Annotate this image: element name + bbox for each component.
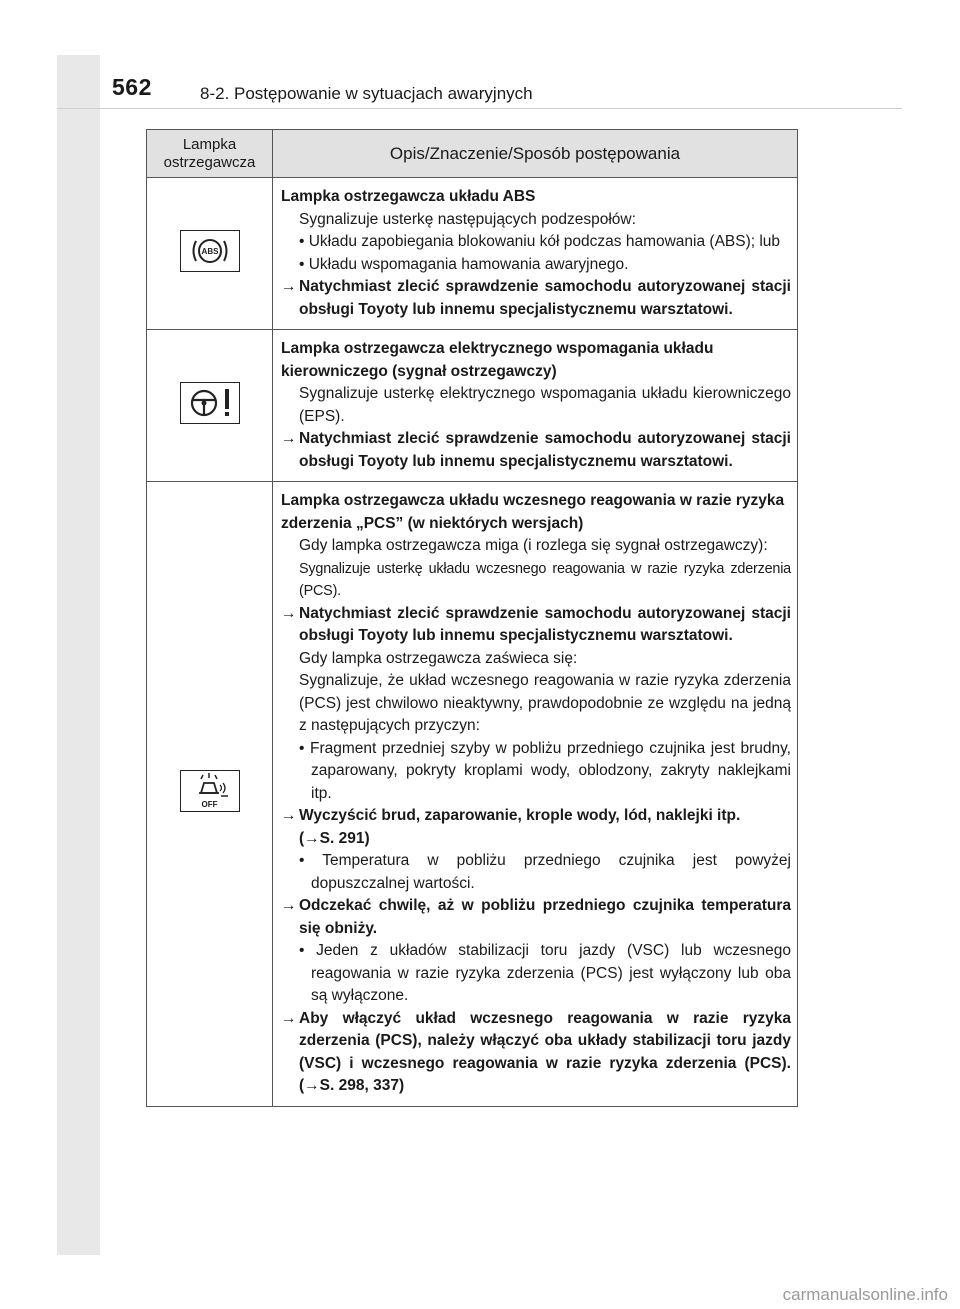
arrow-right-icon: → (281, 1009, 297, 1027)
arrow-right-icon: → (304, 1077, 320, 1094)
description-cell (273, 482, 798, 1107)
ref-open: ( (299, 1077, 305, 1094)
svg-text:ABS: ABS (201, 247, 218, 256)
icon-cell (147, 330, 273, 482)
watermark: carmanualsonline.info (782, 1285, 948, 1304)
action-text: Aby włączyć układ wczesnego reagowania w razie ryzyka zderzenia (PCS), należy włączyć oba układy stabilizacji toru jazdy (VSC) i wczesnego reagowania w razie ryzyka zderzenia (PCS). (299, 1009, 791, 1072)
column-header-description: Opis/Znaczenie/Sposób postępowania (273, 130, 798, 178)
lit-condition: Gdy lampka ostrzegawcza zaświeca się: (299, 649, 578, 667)
arrow-right-icon: → (304, 829, 320, 847)
arrow-right-icon: → (281, 807, 297, 824)
row-title: Lampka ostrzegawcza elektrycznego wspomagania układu kierowniczego (sygnał ostrzegawczy) (281, 340, 714, 380)
page-number: 562 (112, 74, 152, 100)
action-text: Odczekać chwilę, aż w pobliżu przedniego czujnika temperatura się obniży. (299, 897, 791, 937)
page-reference: S. 291) (319, 829, 370, 847)
bullet-item: • Układu zapobiegania blokowaniu kół podczas hamowania (ABS); lub (299, 233, 781, 250)
arrow-right-icon: → (281, 897, 297, 914)
warning-lights-table (146, 129, 798, 1107)
action-text: Natychmiast zlecić sprawdzenie samochodu autoryzowanej stacji obsługi Toyoty lub innemu specjalistycznemu warsztatowi. (299, 604, 791, 644)
bullet-item: • Układu wspomagania hamowania awaryjnego. (299, 255, 629, 273)
abs-warning-icon (180, 230, 240, 272)
page-reference: S. 298, 337) (319, 1077, 405, 1094)
table-row (147, 178, 798, 330)
action-item (281, 1008, 791, 1098)
action-item (281, 603, 791, 648)
action-item (281, 276, 791, 321)
eps-warning-icon (180, 382, 240, 424)
arrow-right-icon: → (281, 604, 297, 622)
lit-description: Sygnalizuje, że układ wczesnego reagowania w razie ryzyka zderzenia (PCS) jest chwilowo nieaktywny, prawdopodobnie ze względu na jedną z następujących przyczyn: (299, 672, 791, 734)
arrow-right-icon: → (281, 430, 297, 447)
action-text: Natychmiast zlecić sprawdzenie samochodu autoryzowanej stacji obsługi Toyoty lub innemu specjalistycznemu warsztatowi. (299, 278, 791, 318)
table-row (147, 482, 798, 1107)
pcs-off-label: OFF (201, 800, 218, 810)
icon-cell (147, 178, 273, 330)
section-title: 8-2. Postępowanie w sytuacjach awaryjnych (200, 84, 533, 103)
action-item (281, 895, 791, 940)
row-description: Sygnalizuje usterkę elektrycznego wspomagania układu kierowniczego (EPS). (299, 385, 791, 425)
blink-condition: Gdy lampka ostrzegawcza miga (i rozlega się sygnał ostrzegawczy): (299, 537, 768, 554)
action-item (281, 428, 791, 473)
action-text: Natychmiast zlecić sprawdzenie samochodu autoryzowanej stacji obsługi Toyoty lub innemu specjalistycznemu warsztatowi. (299, 430, 791, 470)
pcs-off-icon (180, 770, 240, 812)
arrow-right-icon: → (281, 278, 297, 295)
action-text: Wyczyścić brud, zaparowanie, krople wody, lód, naklejki itp. (299, 807, 741, 824)
column-header-light: Lampka ostrzegawcza (147, 130, 273, 178)
row-description: Sygnalizuje usterkę następujących podzespołów: (299, 210, 636, 228)
description-cell (273, 178, 798, 330)
table-header-row (147, 130, 798, 178)
row-title: Lampka ostrzegawcza układu ABS (281, 188, 536, 205)
row-title: Lampka ostrzegawcza układu wczesnego reagowania w razie ryzyka zderzenia „PCS” (w niektórych wersjach) (281, 492, 785, 532)
description-cell (273, 330, 798, 482)
bullet-item: • Fragment przedniej szyby w pobliżu przedniego czujnika jest brudny, zaparowany, pokryty kroplami wody, oblodzony, zakryty naklejkami itp. (299, 739, 791, 802)
side-margin-bar (57, 55, 100, 1255)
ref-open: ( (299, 829, 305, 847)
table-row (147, 330, 798, 482)
icon-cell (147, 482, 273, 1107)
bullet-item: • Temperatura w pobliżu przedniego czujnika jest powyżej dopuszczalnej wartości. (299, 852, 791, 892)
blink-description: Sygnalizuje usterkę układu wczesnego reagowania w razie ryzyka zderzenia (PCS). (299, 560, 791, 599)
header-divider (57, 108, 902, 109)
action-item (281, 805, 791, 850)
bullet-item: • Jeden z układów stabilizacji toru jazdy (VSC) lub wczesnego reagowania w razie ryzyka zderzenia (PCS) jest wyłączony lub oba są wyłączone. (299, 942, 791, 1004)
